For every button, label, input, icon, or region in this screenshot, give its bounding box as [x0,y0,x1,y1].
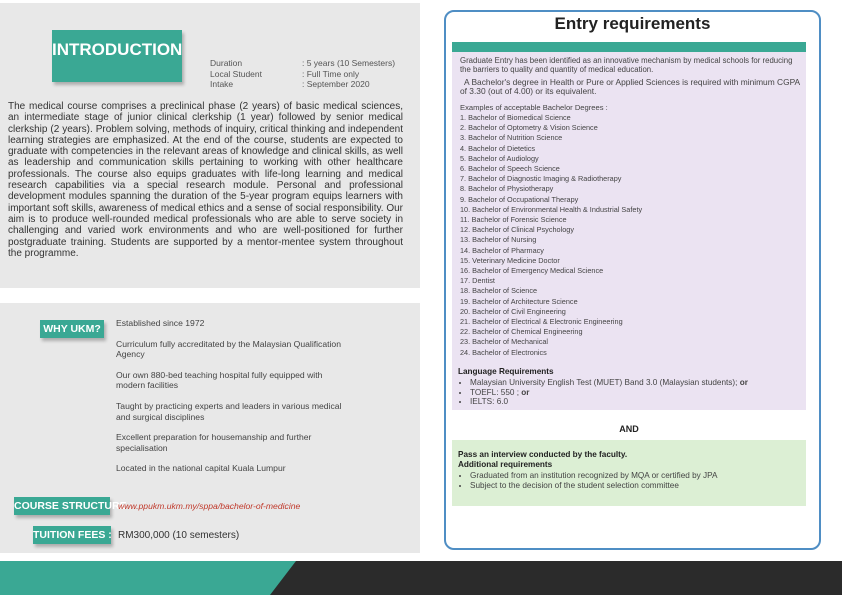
degree-item: 2. Bachelor of Optometry & Vision Science [460,123,598,133]
degree-item: 9. Bachelor of Occupational Therapy [460,194,579,204]
why-ukm-item: Our own 880-bed teaching hospital fully equipped with modern facilities [116,369,323,391]
degree-item: 5. Bachelor of Audiology [460,153,539,163]
why-ukm-item: Curriculum fully accreditated by the Malaysian Qualification Agency [116,338,341,360]
language-requirement-text: Malaysian University English Test (MUET) Band 3.0 (Malaysian students); [470,378,740,387]
language-requirement-item [470,388,810,398]
additional-requirements-list [458,471,810,490]
why-ukm-item: Established since 1972 [116,318,205,328]
why-ukm-item: Excellent preparation for housemanship and further specialisation [116,432,312,453]
degree-item: 23. Bachelor of Mechanical [460,337,549,347]
degree-item: 15. Veterinary Medicine Doctor [460,255,560,265]
why-ukm-badge: WHY UKM? [40,320,104,338]
degree-list [460,113,642,358]
introduction-badge: INTRODUCTION [52,30,182,82]
entry-teal-strip [452,42,806,52]
degree-item: 7. Bachelor of Diagnostic Imaging & Radiotherapy [460,174,622,184]
duration-value: : 5 years (10 Semesters) [302,58,396,68]
language-requirement-item [470,378,810,388]
program-meta-values [302,58,395,90]
course-structure-badge: COURSE STRUCTURE : [14,497,110,515]
degree-item: 4. Bachelor of Dietetics [460,143,536,153]
language-requirements-list [458,378,810,407]
degree-item: 18. Bachelor of Science [460,286,538,296]
examples-label: Examples of acceptable Bachelor Degrees : [460,103,608,112]
tuition-fees-value: RM300,000 (10 semesters) [118,530,240,541]
graduate-entry-text: Graduate Entry has been identified as an innovative mechanism by medical schools for reducing the barriers to quality and quantity of medical education. [460,56,793,74]
language-requirements-title: Language Requirements [458,367,554,376]
tuition-fees-badge: TUITION FEES : [33,526,111,544]
footer-dark-bar [270,561,842,595]
duration-label: Duration [210,58,243,68]
course-structure-link[interactable]: www.ppukm.ukm.my/sppa/bachelor-of-medicine [118,501,301,511]
language-requirement-or: or [521,387,530,397]
local-student-label: Local Student [210,68,262,79]
additional-requirement-item: • Graduated from an institution recognized by MQA or certified by JPA [470,471,810,481]
intake-value: : September 2020 [302,79,370,89]
intake-label: Intake [210,79,234,89]
and-label: AND [619,424,639,434]
bachelor-requirement-text: A Bachelor's degree in Health or Pure or Applied Sciences is required with minimum CGPA of 3.30 (out of 4.00) or its equivalent. [460,77,800,97]
degree-item: 24. Bachelor of Electronics [460,347,547,357]
degree-item: 1. Bachelor of Biomedical Science [460,113,571,122]
degree-item: 14. Bachelor of Pharmacy [460,245,544,255]
program-meta-labels [210,58,262,90]
why-ukm-item: Located in the national capital Kuala Lumpur [116,463,286,474]
degree-item: 6. Bachelor of Speech Science [460,164,560,174]
degree-item: 20. Bachelor of Civil Engineering [460,306,566,316]
degree-item: 11. Bachelor of Forensic Science [460,215,567,225]
introduction-paragraph: The medical course comprises a preclinical phase (2 years) of basic medical sciences, an intermediate stage of junior clinical clerkship (1 year) followed by senior medical clerkship (2 years). Problem solving, methods of inquiry, critical thinking and independent learning strategies are emphasized. At the end of the course, students are expected to graduate with competencies in the relevant areas of knowledge and clinical skills, as well as leadership and communication skills pertaining to working with other healthcare professionals. The course also equips graduates with life-long learning and medical research capabilities via a special research module. Personal and professional development modules spanning the duration of the 5-year program equips learners with important soft skills, awareness of medical ethics and a sense of social responsibility. Our aim is to produce well-rounded medical professionals who are able to serve society in challenging and varied work environments and who are well-positioned for further postgraduate training. Students are supported by a mentor-mentee system throughout the programme. [8,101,403,259]
degree-item: 19. Bachelor of Architecture Science [460,296,578,306]
degree-item: 21. Bachelor of Electrical & Electronic Engineering [460,317,623,327]
why-ukm-list [116,318,346,484]
introduction-text [8,101,403,259]
local-student-value: : Full Time only [302,68,360,79]
interview-requirement: Pass an interview conducted by the faculty. [458,450,628,459]
why-ukm-item: Taught by practicing experts and leaders in various medical and surgical disciplines [116,400,342,422]
language-requirement-text: IELTS: 6.0 [470,397,509,407]
language-requirement-or: or [739,378,748,387]
additional-requirements-title: Additional requirements [458,460,553,469]
degree-item: 13. Bachelor of Nursing [460,235,537,245]
language-requirement-text: TOEFL: 550 ; [470,387,522,397]
degree-item: 3. Bachelor of Nutrition Science [460,133,563,143]
degree-item: 16. Bachelor of Emergency Medical Science [460,266,604,276]
degree-item: 8. Bachelor of Physiotherapy [460,184,554,194]
degree-item: 17. Dentist [460,276,495,286]
language-requirement-item [470,397,810,407]
degree-item: 12. Bachelor of Clinical Psychology [460,225,574,235]
degree-item: 10. Bachelor of Environmental Health & Industrial Safety [460,204,643,214]
degree-item: 22. Bachelor of Chemical Engineering [460,327,583,337]
entry-requirements-title: Entry requirements [554,14,711,33]
additional-requirement-item: • Subject to the decision of the student selection committee [470,481,810,491]
